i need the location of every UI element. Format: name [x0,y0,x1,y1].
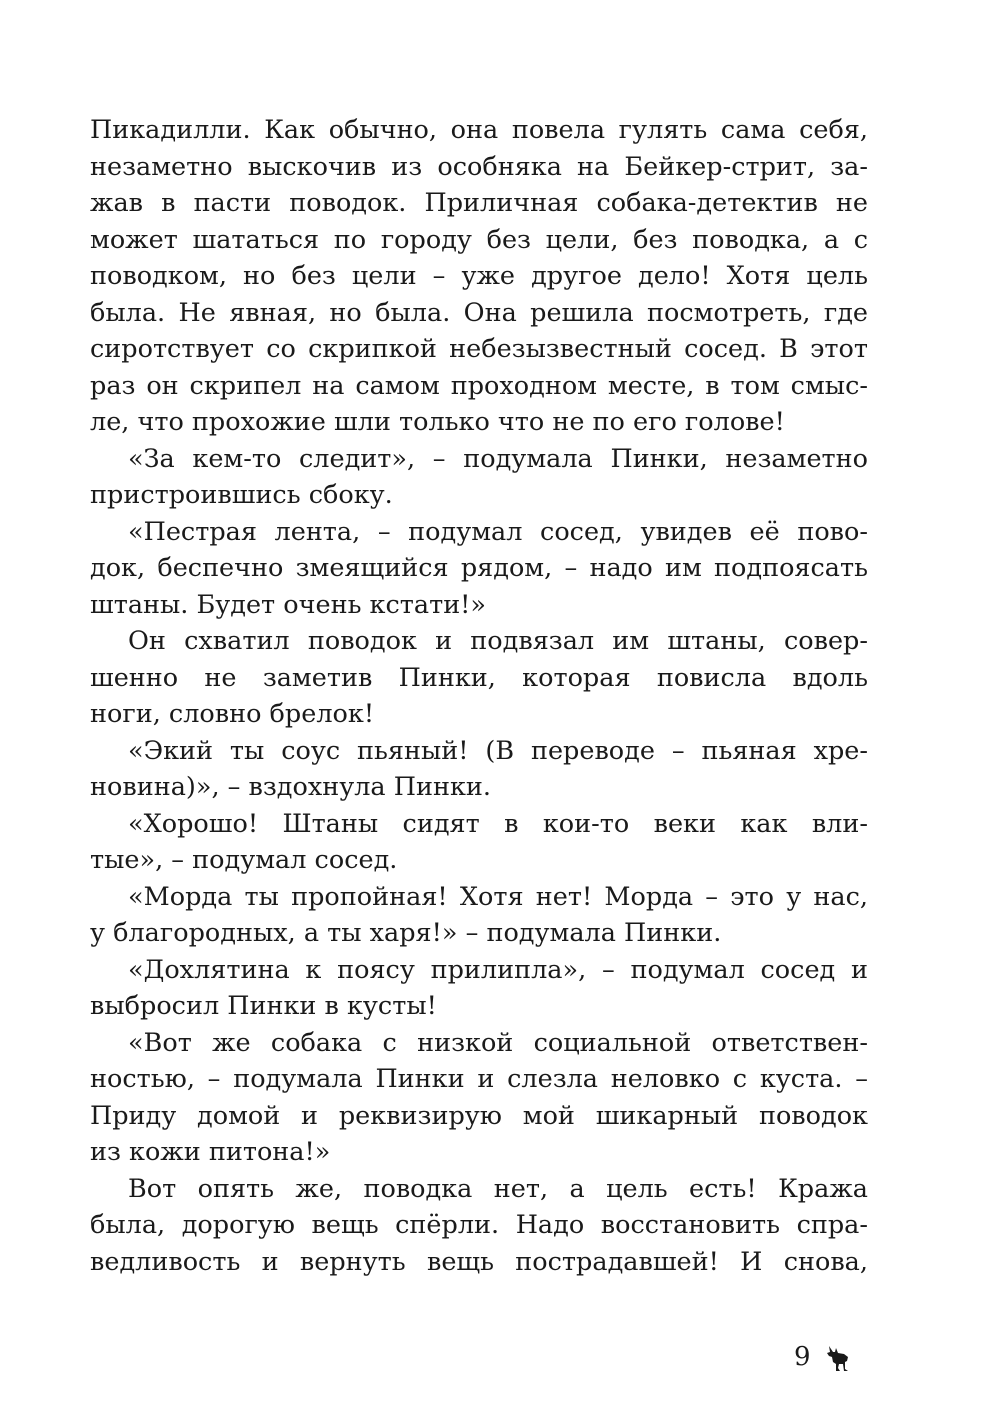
text-line: штаны. Будет очень кстати!» [90,589,487,620]
text-line: «Дохлятина к поясу прилипла», – подумал сосед и [128,954,868,985]
text-line: Вот опять же, поводка нет, а цель есть! Кража [128,1173,868,1204]
text-line: у благородных, а ты харя!» – подумала Пинки. [90,918,722,948]
text-line: «Экий ты соус пьяный! (В переводе – пьяная хре- [128,735,868,766]
text-line: ведливость и вернуть вещь пострадавшей! И снова, [90,1246,868,1277]
text-line: «Пестрая лента, – подумал сосед, увидев её пово- [128,516,868,547]
text-line: была, дорогую вещь спёрли. Надо восстановить спра- [90,1210,868,1240]
page-number: 9 [794,1342,811,1372]
text-line: жав в пасти поводок. Приличная собака-детектив не [90,188,868,218]
text-line: «Хорошо! Штаны сидят в кои-то веки как вли- [128,808,868,839]
text-line: раз он скрипел на самом проходном месте, в том смыс- [90,370,868,401]
text-line: сиротствует со скрипкой небезызвестный сосед. В этот [90,334,868,364]
text-line: шенно не заметив Пинки, которая повисла вдоль [90,662,868,693]
text-line: док, беспечно змеящийся рядом, – надо им подпоясать [90,553,868,583]
text-line: Приду домой и реквизирую мой шикарный поводок [90,1100,868,1131]
page-text [90,112,868,1280]
text-line: выбросил Пинки в кусты! [90,991,437,1021]
page-footer [780,1338,870,1378]
text-line: новина)», – вздохнула Пинки. [90,772,491,802]
text-line: «Морда ты пропойная! Хотя нет! Морда – это у нас, [128,881,868,912]
text-line: Он схватил поводок и подвязал им штаны, совер- [128,626,868,656]
text-line: поводком, но без цели – уже другое дело! Хотя цель [90,261,868,291]
dog-icon [826,1344,852,1372]
text-line: была. Не явная, но была. Она решила посмотреть, где [90,297,868,328]
text-line: тые», – подумал сосед. [90,845,398,875]
text-line: «За кем-то следит», – подумала Пинки, незаметно [128,443,868,474]
text-line: ноги, словно брелок! [90,699,375,729]
text-line: ле, что прохожие шли только что не по его голове! [90,407,785,437]
text-line: Пикадилли. Как обычно, она повела гулять сама себя, [90,115,868,145]
text-line: может шататься по городу без цели, без поводка, а с [90,224,868,255]
text-line: «Вот же собака с низкой социальной ответствен- [128,1027,868,1058]
text-line: пристроившись сбоку. [90,480,393,510]
text-line: из кожи питона!» [90,1137,331,1167]
text-line: ностью, – подумала Пинки и слезла неловко с куста. – [90,1064,868,1094]
text-line: незаметно выскочив из особняка на Бейкер-стрит, за- [90,151,868,182]
